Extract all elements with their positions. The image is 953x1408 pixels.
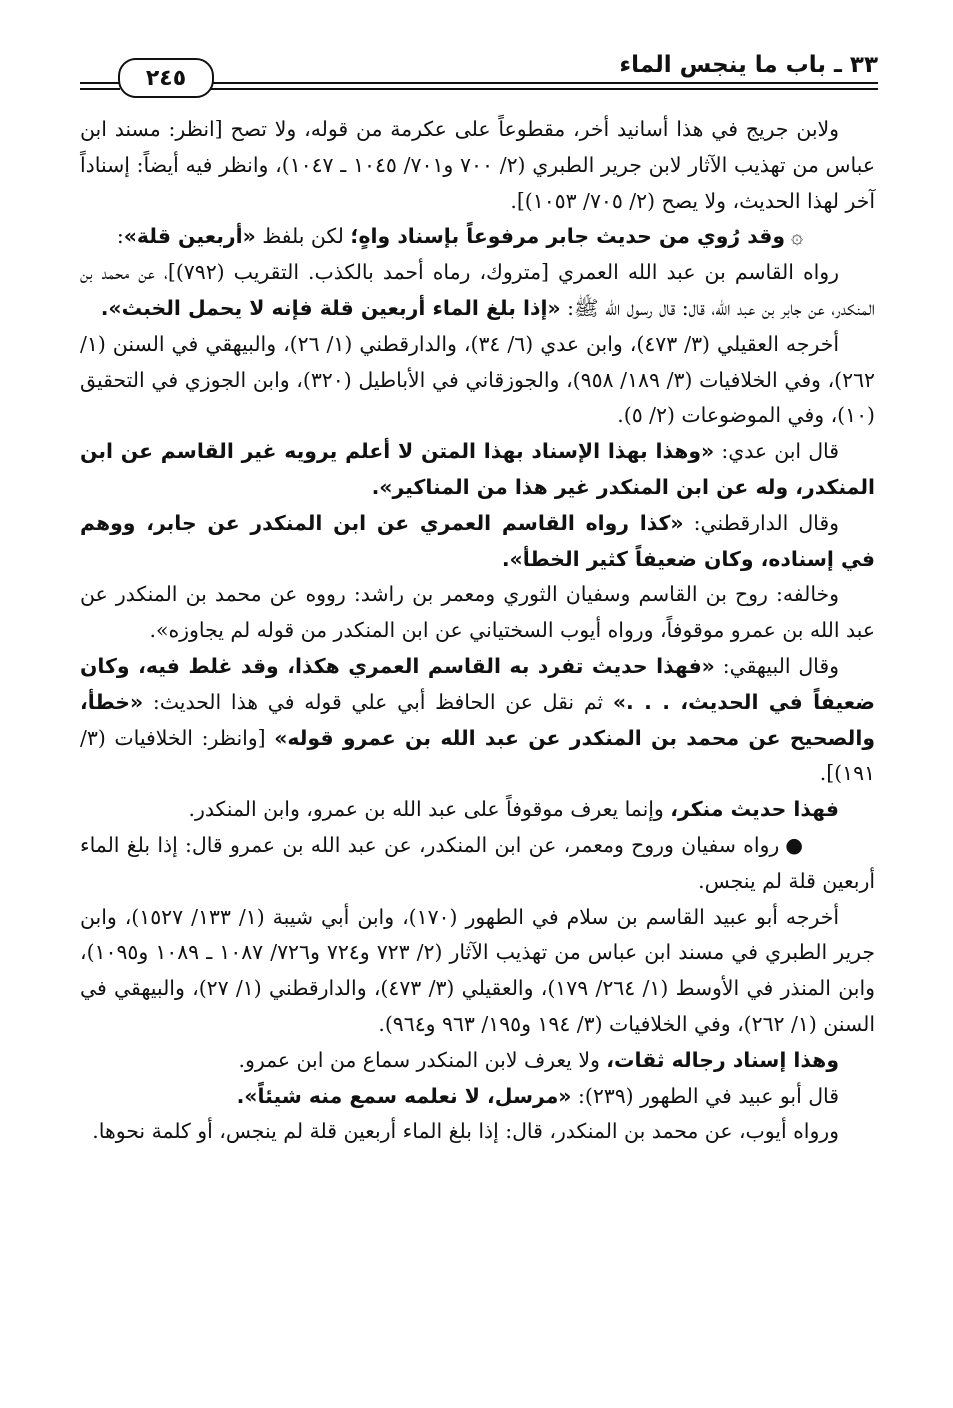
page-body xyxy=(80,112,875,1388)
paragraph-9: فهذا حديث منكر، وإنما يعرف موقوفاً على عبد الله بن عمرو، وابن المنكدر. xyxy=(188,797,839,822)
section-mark-icon: ۞ xyxy=(791,224,803,249)
paragraph-6: وقال الدارقطني: «كذا رواه القاسم العمري عن ابن المنكدر عن جابر، ووهم في إسناده، وكان ضعيفاً كثير الخطأ». xyxy=(80,510,875,571)
paragraph-5: قال ابن عدي: «وهذا بهذا الإسناد بهذا المتن لا أعلم يرويه غير القاسم عن ابن المنكدر، وله عن ابن المنكدر غير هذا من المناكير». xyxy=(80,439,875,499)
paragraph-7: وخالفه: روح بن القاسم وسفيان الثوري ومعمر بن راشد: رووه عن محمد بن المنكدر عن عبد الله بن عمرو موقوفاً، ورواه أيوب السختياني عن ابن المنكدر من قوله لم يجاوزه». xyxy=(80,582,875,643)
paragraph-12: وهذا إسناد رجاله ثقات، ولا يعرف لابن المنكدر سماع من ابن عمرو. xyxy=(238,1047,839,1072)
header-rule-long-bottom xyxy=(208,88,878,90)
header-rule-short-top xyxy=(80,82,120,84)
paragraph-4: أخرجه العقيلي (٣/ ٤٧٣)، وابن عدي (٦/ ٣٤)، والدارقطني (١/ ٢٦)، والبيهقي في السنن (١/ ٢٦٢)، وفي الخلافيات (٣/ ١٨٩/ ٩٥٨)، والجوزقاني في الأباطيل (٣٢٠)، وابن الجوزي في التحقيق (١٠)، وفي الموضوعات (٢/ ٥). xyxy=(80,331,875,428)
paragraph-10: ●رواه سفيان وروح ومعمر، عن ابن المنكدر، عن عبد الله بن عمرو قال: إذا بلغ الماء أربعين قلة لم ينجس. xyxy=(80,828,875,900)
page-header xyxy=(80,52,878,102)
header-rule-short-bottom xyxy=(80,88,120,90)
paragraph-13: قال أبو عبيد في الطهور (٢٣٩): «مرسل، لا نعلمه سمع منه شيئاً». xyxy=(236,1083,839,1108)
paragraph-14: ورواه أيوب، عن محمد بن المنكدر، قال: إذا بلغ الماء أربعين قلة لم ينجس، أو كلمة نحوها. xyxy=(92,1119,839,1144)
paragraph-3: رواه القاسم بن عبد الله العمري [متروك، رماه أحمد بالكذب. التقريب (٧٩٢)]، عن محمد بن المنكدر، عن جابر بن عبد الله، قال: قال رسول الله ﷺ: «إذا بلغ الماء أربعين قلة فإنه لا يحمل الخبث». xyxy=(80,260,875,320)
page-number-badge xyxy=(118,58,214,98)
page-number: ٢٤٥ xyxy=(145,65,187,91)
bullet-icon: ● xyxy=(785,832,803,857)
paragraph-1: ولابن جريج في هذا أسانيد أخر، مقطوعاً على عكرمة من قوله، ولا تصح [انظر: مسند ابن عباس من تهذيب الآثار لابن جرير الطبري (٢/ ٧٠٠ و٧٠١/ ١٠٤٥ ـ ١٠٤٧)، وانظر فيه أيضاً: إسناداً آخر لهذا الحديث، ولا يصح (٢/ ٧٠٥/ ١٠٥٣)]. xyxy=(80,117,875,213)
paragraph-8: وقال البيهقي: «فهذا حديث تفرد به القاسم العمري هكذا، وقد غلط فيه، وكان ضعيفاً في الحديث، . . .» ثم نقل عن الحافظ أبي علي قوله في هذا الحديث: «خطأ، والصحيح عن محمد بن المنكدر عن عبد الله بن عمرو قوله» [وانظر: الخلافيات (٣/ ١٩١)]. xyxy=(80,653,876,786)
chapter-title: ٣٣ ـ باب ما ينجس الماء xyxy=(619,52,878,78)
header-rule-long-top xyxy=(208,82,878,84)
paragraph-2: ۞وقد رُوي من حديث جابر مرفوعاً بإسناد واهٍ؛ لكن بلفظ «أربعين قلة»: xyxy=(80,219,875,255)
paragraph-11: أخرجه أبو عبيد القاسم بن سلام في الطهور (١٧٠)، وابن أبي شيبة (١/ ١٣٣/ ١٥٢٧)، وابن جرير الطبري في مسند ابن عباس من تهذيب الآثار (٢/ ٧٢٣ و٧٢٤ و٧٢٦/ ١٠٨٧ ـ ١٠٨٩ و١٠٩٥)، وابن المنذر في الأوسط (١/ ٢٦٤/ ١٧٩)، والعقيلي (٣/ ٤٧٣)، والدارقطني (١/ ٢٧)، والبيهقي في السنن (١/ ٢٦٢)، وفي الخلافيات (٣/ ١٩٤ و١٩٥/ ٩٦٣ و٩٦٤). xyxy=(80,904,875,1036)
